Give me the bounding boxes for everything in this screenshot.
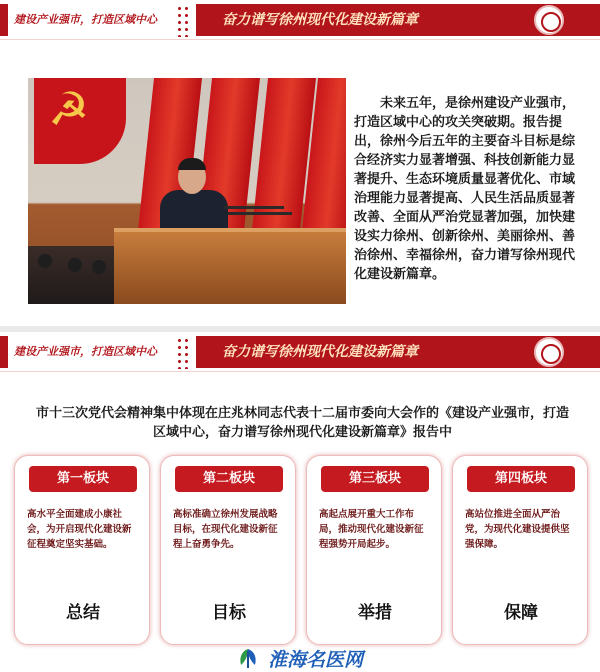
section-card-2	[160, 455, 296, 645]
slide-two	[0, 332, 600, 672]
microphones	[224, 206, 284, 209]
card-keyword: 举措	[358, 603, 392, 623]
section-card-1	[14, 455, 150, 645]
audience-head	[38, 254, 52, 268]
card-body: 高标准确立徐州发展战略目标，在现代化建设新征程上奋勇争先。	[173, 509, 278, 550]
header-divider	[0, 39, 600, 40]
header-slogan: 建设产业强市，打造区域中心	[14, 345, 157, 358]
audience-head	[68, 258, 82, 272]
report-paragraph: 未来五年，是徐州建设产业强市，打造区域中心的攻关突破期。报告提出，徐州今后五年的主要奋斗目标是综合经济实力显著增强、科技创新能力显著提升、生态环境质量显著优化、市域治理能力显著提高、人民生活品质显著改善、全面从严治党显著加强，加快建设实力徐州、创新徐州、美丽徐州、善治徐州、幸福徐州，奋力谱写徐州现代化建设新篇章。	[354, 96, 576, 282]
card-body: 高起点展开重大工作布局，推动现代化建设新征程强势开局起步。	[319, 509, 424, 550]
watermark-text: 淮海名医网	[268, 649, 364, 671]
microphones	[228, 212, 292, 215]
card-keyword: 总结	[66, 603, 100, 623]
header-divider	[0, 371, 600, 372]
section-card-4	[452, 455, 588, 645]
header-dot-pattern	[176, 5, 190, 37]
party-emblem-icon	[534, 5, 564, 35]
slide-header	[0, 0, 600, 40]
slide-header	[0, 332, 600, 372]
card-body: 高站位推进全面从严治党，为现代化建设提供坚强保障。	[465, 509, 570, 550]
header-slogan: 建设产业强市，打造区域中心	[14, 13, 157, 26]
slide-one	[0, 0, 600, 326]
card-title: 第四板块	[467, 466, 575, 492]
header-title: 奋力谱写徐州现代化建设新篇章	[222, 344, 418, 360]
congress-photo	[28, 78, 346, 304]
card-keyword: 保障	[504, 603, 538, 623]
header-dot-pattern	[176, 337, 190, 369]
card-title: 第三板块	[321, 466, 429, 492]
card-title: 第二板块	[175, 466, 283, 492]
hammer-sickle-icon: ☭	[34, 78, 126, 164]
card-keyword: 目标	[212, 603, 246, 623]
caduceus-leaf-icon	[236, 647, 260, 669]
header-title: 奋力谱写徐州现代化建设新篇章	[222, 12, 418, 28]
speaker-hair	[178, 158, 206, 170]
site-watermark	[236, 645, 416, 671]
card-body: 高水平全面建成小康社会，为开启现代化建设新征程奠定坚实基础。	[27, 509, 132, 550]
audience-head	[92, 260, 106, 274]
section-card-3	[306, 455, 442, 645]
header-accent-bar	[0, 4, 8, 36]
card-title: 第一板块	[29, 466, 137, 492]
header-accent-bar	[0, 336, 8, 368]
podium	[114, 228, 346, 304]
report-lead-text: 市十三次党代会精神集中体现在庄兆林同志代表十二届市委向大会作的《建设产业强市，打造区域中心，奋力谱写徐州现代化建设新篇章》报告中	[35, 406, 569, 440]
party-emblem-icon	[534, 337, 564, 367]
